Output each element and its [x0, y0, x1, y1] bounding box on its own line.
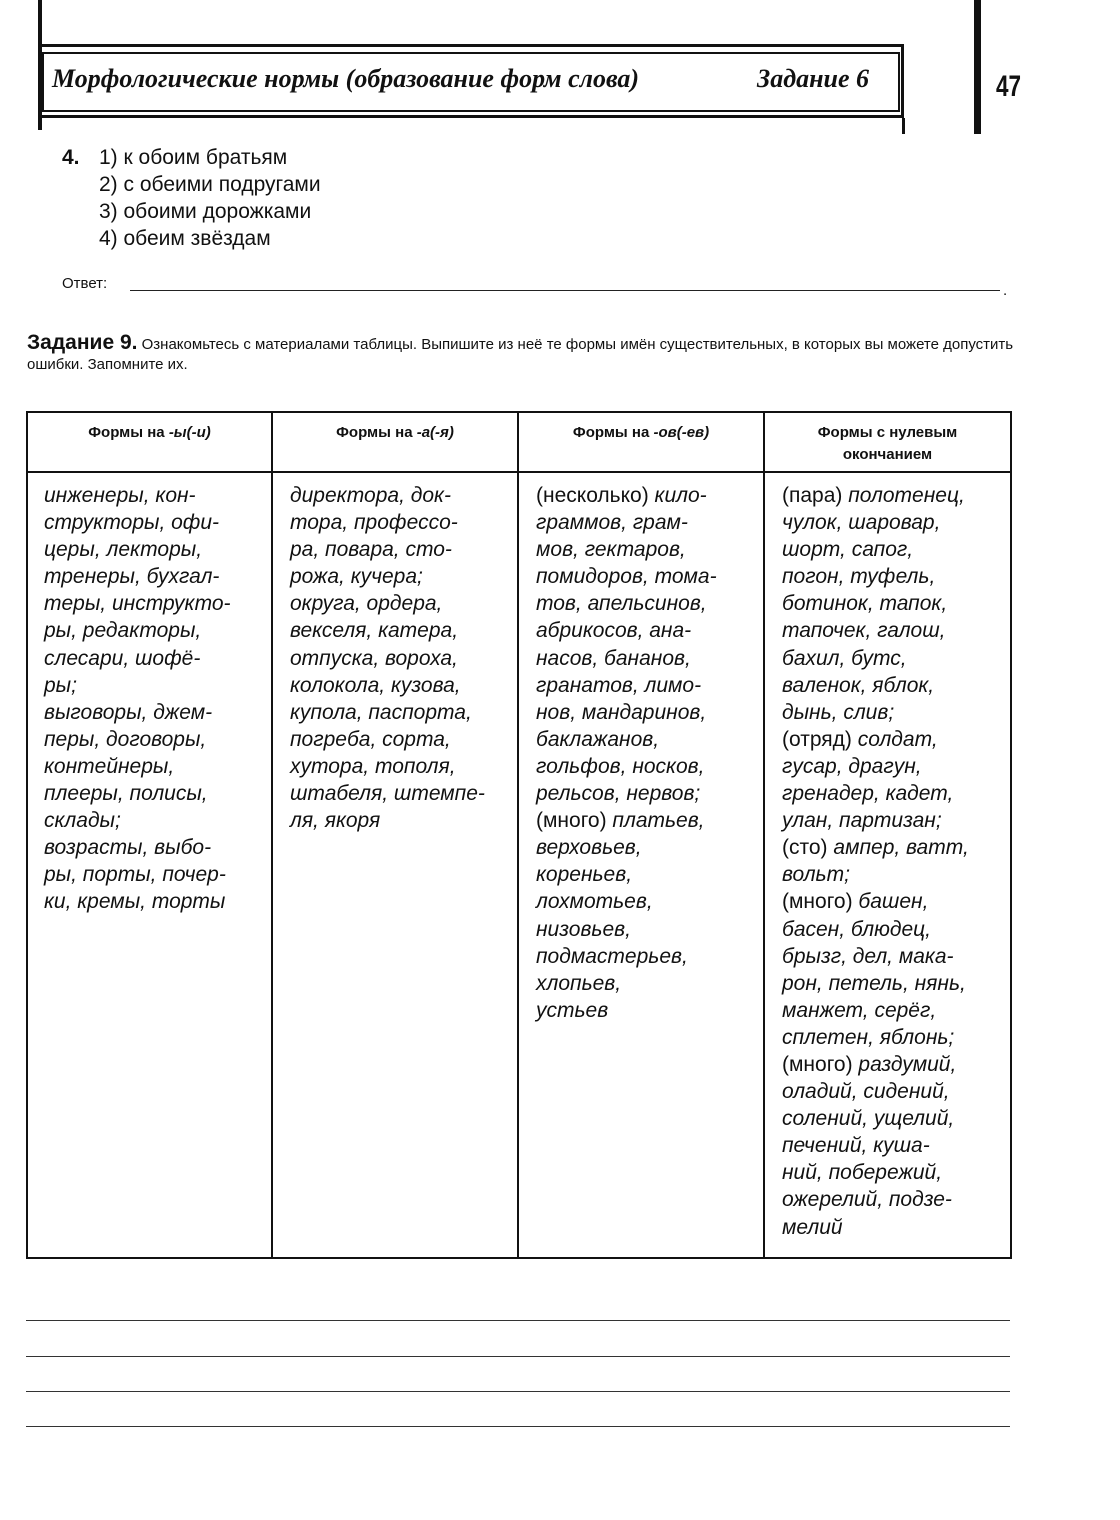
table-cell-line	[536, 699, 717, 726]
table-cell-line	[536, 645, 717, 672]
word-form-text: гранатов, лимо-	[536, 673, 702, 697]
table-header-col3: Формы на -ов(-ев)	[572, 424, 710, 441]
table-cell-line	[536, 536, 717, 563]
word-form-text: мов, гектаров,	[536, 538, 686, 562]
table-cell-line: отпуска, вороха,	[290, 646, 458, 670]
answer-end: .	[1003, 282, 1008, 299]
table-divider	[763, 411, 765, 1259]
table-cell-line	[782, 970, 969, 997]
word-form-text: раздумий,	[858, 1052, 957, 1076]
table-cell-line: перы, договоры,	[44, 727, 207, 751]
table-cell-line	[536, 780, 717, 807]
table-cell-line	[782, 726, 969, 753]
table-cell-line	[782, 590, 969, 617]
word-form-text: гренадер, кадет,	[782, 782, 954, 806]
table-cell-line: ра, повара, сто-	[290, 538, 452, 562]
word-form-text: басен, блюдец,	[782, 917, 932, 941]
word-form-text: платьев,	[612, 809, 705, 833]
word-form-text: насов, бананов,	[536, 646, 691, 670]
table-column-1	[44, 482, 231, 916]
word-form-text: гольфов, носков,	[536, 754, 705, 778]
table-cell-line: теры, инструкто-	[44, 592, 231, 616]
word-form-text: подмастерьев,	[536, 944, 688, 968]
quantifier-text: (много)	[782, 1052, 859, 1076]
writing-line[interactable]	[26, 1426, 1010, 1427]
word-form-text: солдат,	[857, 727, 938, 751]
table-cell-line	[782, 1132, 969, 1159]
word-form-text: оладий, сидений,	[782, 1080, 950, 1104]
table-cell-line	[782, 1078, 969, 1105]
word-form-text: манжет, серёг,	[782, 998, 937, 1022]
word-form-text: валенок, яблок,	[782, 673, 935, 697]
table-cell-line: склады;	[44, 809, 121, 833]
word-form-text: верховьев,	[536, 836, 642, 860]
table-cell-line	[782, 834, 969, 861]
table-cell-line	[782, 482, 969, 509]
word-form-text: бахил, бутс,	[782, 646, 907, 670]
table-header-rule	[26, 471, 1012, 473]
word-form-text: кореньев,	[536, 863, 633, 887]
word-form-text: рельсов, нервов;	[536, 782, 701, 806]
table-divider	[271, 411, 273, 1259]
quantifier-text: (сто)	[782, 836, 834, 860]
table-column-3	[536, 482, 717, 1024]
word-form-text: полотенец,	[848, 484, 965, 507]
writing-line[interactable]	[26, 1356, 1010, 1357]
table-column-4	[782, 482, 969, 1241]
option-3: 3) обоими дорожками	[99, 200, 312, 223]
word-form-text: печений, куша-	[782, 1134, 930, 1158]
quantifier-text: (много)	[536, 809, 613, 833]
table-cell-line	[782, 1105, 969, 1132]
word-form-text: мелий	[782, 1215, 843, 1239]
table-cell-line: ля, якоря	[290, 809, 381, 833]
word-form-text: рон, петель, нянь,	[782, 971, 966, 995]
table-cell-line	[536, 970, 717, 997]
word-form-text: низовьев,	[536, 917, 631, 941]
word-form-text: ботинок, тапок,	[782, 592, 948, 616]
quantifier-text: (отряд)	[782, 727, 858, 751]
table-cell-line	[536, 888, 717, 915]
word-form-text: тапочек, галош,	[782, 619, 946, 643]
word-form-text: устьев	[536, 998, 609, 1022]
table-cell-line	[782, 1186, 969, 1213]
word-form-text: тов, апельсинов,	[536, 592, 707, 616]
page-number: 47	[996, 70, 1022, 103]
word-form-text: солений, ущелий,	[782, 1107, 955, 1131]
table-cell-line	[536, 997, 717, 1024]
table-cell-line: тора, профессо-	[290, 511, 458, 535]
table-cell-line	[782, 807, 969, 834]
table-cell-line	[782, 1024, 969, 1051]
word-form-text: шорт, сапог,	[782, 538, 914, 562]
writing-line[interactable]	[26, 1391, 1010, 1392]
table-cell-line	[782, 780, 969, 807]
task-label: Задание 6	[757, 64, 870, 93]
table-cell-line	[782, 916, 969, 943]
task9-text: Ознакомьтесь с материалами таблицы. Выпишите из неё те формы имён существительных, в которых вы можете допустить ошибки. Запомните их.	[27, 336, 1014, 373]
option-4: 4) обеим звёздам	[99, 227, 271, 250]
table-cell-line	[782, 861, 969, 888]
table-cell-line: колокола, кузова,	[290, 673, 461, 697]
quantifier-text: (пара)	[782, 484, 849, 507]
word-form-text: баклажанов,	[536, 727, 660, 751]
word-form-text: башен,	[858, 890, 929, 914]
answer-label: Ответ:	[62, 275, 108, 292]
word-form-text: гусар, драгун,	[782, 754, 922, 778]
table-cell-line	[782, 672, 969, 699]
table-cell-line: ры, порты, почер-	[44, 863, 226, 887]
word-form-text: сплетен, яблонь;	[782, 1025, 955, 1049]
table-cell-line	[536, 753, 717, 780]
table-cell-line: церы, лекторы,	[44, 538, 203, 562]
table-cell-line: погреба, сорта,	[290, 727, 451, 751]
word-form-text: абрикосов, ана-	[536, 619, 692, 643]
table-cell-line: округа, ордера,	[290, 592, 443, 616]
word-form-text: хлопьев,	[536, 971, 622, 995]
table-cell-line: структоры, офи-	[44, 511, 220, 535]
quantifier-text: (несколько)	[536, 484, 655, 507]
table-cell-line	[782, 1214, 969, 1241]
table-cell-line	[782, 1051, 969, 1078]
table-cell-line: купола, паспорта,	[290, 700, 472, 724]
question-number: 4.	[62, 146, 80, 169]
table-cell-line	[536, 617, 717, 644]
word-form-text: ампер, ватт,	[833, 836, 969, 860]
table-cell-line: хутора, тополя,	[290, 754, 456, 778]
quantifier-text: (много)	[782, 890, 859, 914]
table-cell-line: плееры, полисы,	[44, 782, 208, 806]
table-cell-line	[782, 536, 969, 563]
task9-instructions	[27, 333, 1017, 375]
word-form-text: лохмотьев,	[536, 890, 653, 914]
table-cell-line	[536, 590, 717, 617]
table-cell-line: выговоры, джем-	[44, 700, 213, 724]
table-cell-line	[782, 563, 969, 590]
table-cell-line: штабеля, штемпе-	[290, 782, 485, 806]
table-header-col2: Формы на -а(-я)	[336, 424, 454, 441]
table-cell-line	[782, 943, 969, 970]
table-cell-line: тренеры, бухгал-	[44, 565, 220, 589]
table-cell-line	[782, 888, 969, 915]
table-cell-line	[536, 563, 717, 590]
table-cell-line	[782, 509, 969, 536]
word-form-text: ожерелий, подзе-	[782, 1188, 952, 1212]
table-cell-line	[536, 509, 717, 536]
word-form-text: нов, мандаринов,	[536, 700, 707, 724]
table-cell-line	[536, 943, 717, 970]
table-cell-line: ки, кремы, торты	[44, 890, 226, 914]
word-form-text: брызг, дел, мака-	[782, 944, 954, 968]
table-header-col1: Формы на -ы(-и)	[88, 424, 211, 441]
page-title: Морфологические нормы (образование форм слова)	[52, 64, 640, 93]
table-cell-line	[782, 645, 969, 672]
answer-line[interactable]	[130, 290, 1000, 291]
word-form-text: улан, партизан;	[782, 809, 942, 833]
header-tick	[902, 118, 905, 134]
word-form-text: помидоров, тома-	[536, 565, 717, 589]
task9-heading: Задание 9.	[27, 331, 138, 354]
table-cell-line: слесари, шофё-	[44, 646, 201, 670]
writing-line[interactable]	[26, 1320, 1010, 1321]
table-cell-line	[782, 997, 969, 1024]
table-cell-line	[536, 834, 717, 861]
table-column-2	[290, 482, 485, 834]
table-cell-line	[536, 807, 717, 834]
table-cell-line: векселя, катера,	[290, 619, 459, 643]
table-cell-line	[782, 1159, 969, 1186]
table-cell-line: контейнеры,	[44, 754, 175, 778]
table-divider	[517, 411, 519, 1259]
table-cell-line	[782, 699, 969, 726]
table-cell-line: рожа, кучера;	[290, 565, 423, 589]
table-cell-line: возрасты, выбо-	[44, 836, 212, 860]
table-cell-line	[536, 482, 717, 509]
word-form-text: вольт;	[782, 863, 850, 887]
table-cell-line	[536, 916, 717, 943]
table-cell-line: ры;	[44, 673, 77, 697]
table-cell-line	[536, 672, 717, 699]
word-form-text: дынь, слив;	[782, 700, 895, 724]
table-cell-line	[536, 726, 717, 753]
word-form-text: погон, туфель,	[782, 565, 936, 589]
option-2: 2) с обеими подругами	[99, 173, 321, 196]
table-cell-line	[536, 861, 717, 888]
table-cell-line: ры, редакторы,	[44, 619, 202, 643]
table-cell-line	[782, 753, 969, 780]
word-form-text: чулок, шаровар,	[782, 511, 941, 535]
word-form-text: граммов, грам-	[536, 511, 688, 535]
word-form-text: ний, побережий,	[782, 1161, 943, 1185]
page-edge-bar	[974, 0, 981, 134]
option-1: 1) к обоим братьям	[99, 146, 288, 169]
table-cell-line: инженеры, кон-	[44, 484, 196, 507]
table-header-col4: Формы с нулевым окончанием	[817, 424, 958, 463]
table-cell-line	[782, 617, 969, 644]
table-cell-line: директора, док-	[290, 484, 451, 507]
word-form-text: кило-	[654, 484, 707, 507]
